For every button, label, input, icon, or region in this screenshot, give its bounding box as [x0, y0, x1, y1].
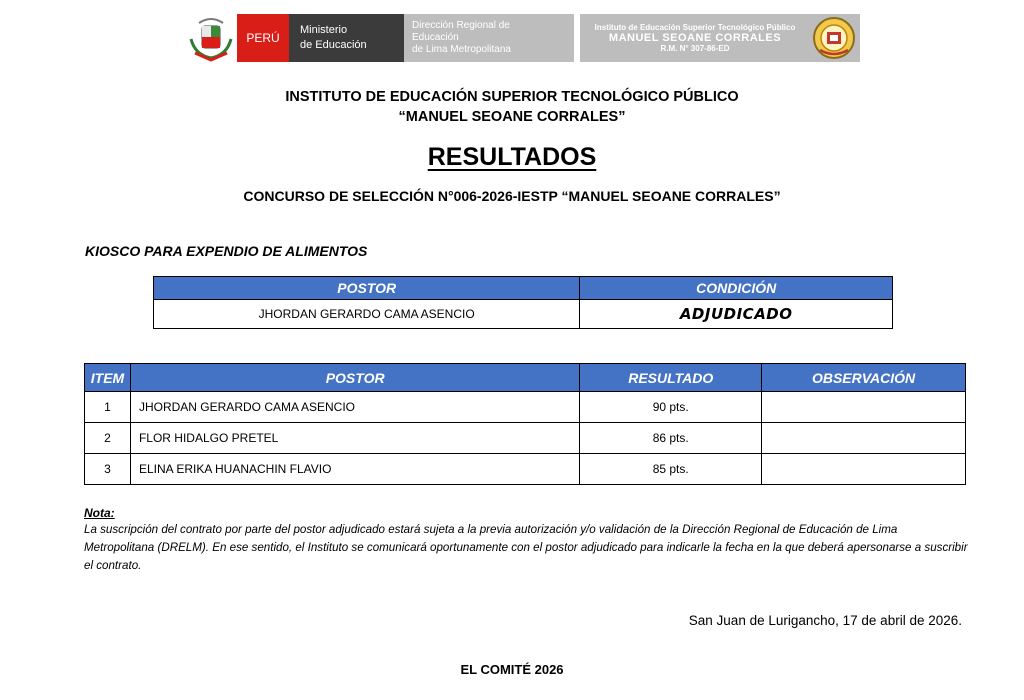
institution-line-2: “MANUEL SEOANE CORRALES”: [398, 109, 626, 125]
direccion-regional-label: [404, 14, 574, 62]
concurso-title: CONCURSO DE SELECCIÓN N°006-2026-IESTP “MANUEL SEOANE CORRALES”: [243, 188, 781, 204]
results-table-header: [85, 364, 966, 392]
row-item: 3: [85, 454, 131, 485]
ministerio-line-1: Ministerio: [300, 24, 348, 36]
section-title: KIOSCO PARA EXPENDIO DE ALIMENTOS: [85, 243, 368, 259]
results-header-item: ITEM: [85, 364, 131, 392]
note-text: La suscripción del contrato por parte del postor adjudicado estará sujeta a la previa autorización y/o validación de la Dirección Regional de Educación de Lima Metropolitana (DRELM). En ese sentido, el Instituto se comunicará oportunamente con el postor adjudicado para indicarle la fecha en la que deberá apersonarse a suscribir el contrato.: [84, 523, 968, 572]
results-header-observacion: OBSERVACIÓN: [762, 364, 966, 392]
instituto-line-2: MANUEL SEOANE CORRALES: [608, 32, 782, 44]
instituto-line-1: Instituto de Educación Superior Tecnológico Público: [594, 23, 796, 32]
table-row: [85, 392, 966, 423]
row-observacion: [762, 423, 966, 454]
place-date: San Juan de Lurigancho, 17 de abril de 2026.: [688, 613, 962, 628]
row-postor: ELINA ERIKA HUANACHIN FLAVIO: [130, 454, 579, 485]
table-row: [85, 423, 966, 454]
row-postor: FLOR HIDALGO PRETEL: [130, 423, 579, 454]
row-resultado: 90 pts.: [580, 392, 762, 423]
row-item: 2: [85, 423, 131, 454]
award-postor: JHORDAN GERARDO CAMA ASENCIO: [154, 300, 580, 329]
award-header-condicion: CONDICIÓN: [580, 277, 893, 300]
direccion-line-3: de Lima Metropolitana: [412, 44, 511, 55]
direccion-line-2: Educación: [412, 32, 459, 43]
award-condicion: ADJUDICADO: [580, 300, 893, 329]
award-table: [153, 276, 893, 329]
direccion-line-1: Dirección Regional de: [412, 20, 510, 31]
table-row: [85, 454, 966, 485]
award-header-postor: POSTOR: [154, 277, 580, 300]
row-resultado: 86 pts.: [580, 423, 762, 454]
row-observacion: [762, 454, 966, 485]
instituto-line-3: R.M. N° 307-86-ED: [660, 44, 730, 53]
row-resultado: 85 pts.: [580, 454, 762, 485]
award-table-header: [154, 277, 893, 300]
note-title: Nota:: [84, 506, 115, 520]
signature: EL COMITÉ 2026: [460, 662, 564, 677]
instituto-logo-icon: [812, 16, 856, 60]
peru-label: PERÚ: [237, 14, 289, 62]
row-item: 1: [85, 392, 131, 423]
ministerio-label: [289, 14, 404, 62]
row-observacion: [762, 392, 966, 423]
results-header-resultado: RESULTADO: [580, 364, 762, 392]
institution-line-1: INSTITUTO DE EDUCACIÓN SUPERIOR TECNOLÓGICO PÚBLICO: [285, 89, 739, 105]
row-postor: JHORDAN GERARDO CAMA ASENCIO: [130, 392, 579, 423]
award-table-row: [154, 300, 893, 329]
peru-coat-of-arms-icon: [185, 13, 237, 63]
results-header-postor: POSTOR: [130, 364, 579, 392]
page-title: RESULTADOS: [427, 143, 597, 171]
results-table: [84, 363, 966, 485]
ministerio-line-2: de Educación: [300, 39, 367, 51]
